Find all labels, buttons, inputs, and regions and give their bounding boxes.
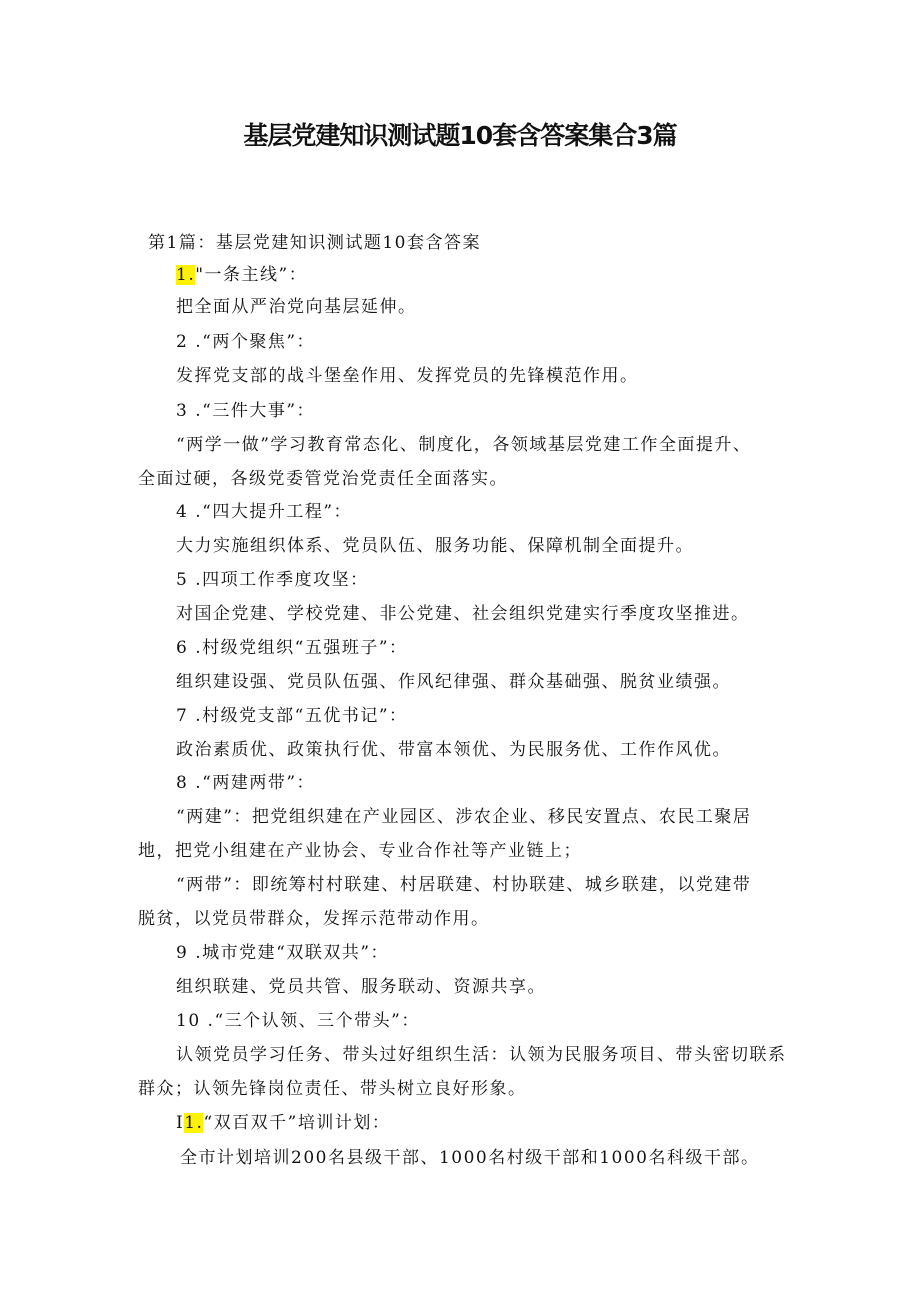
item-heading: 6 .村级党组织“五强班子”： (176, 638, 408, 658)
item-heading: 9 .城市党建“双联双共”： (176, 943, 390, 963)
item-answer: “两建”：把党组织建在产业园区、涉农企业、移民安置点、农民工聚居 (176, 807, 752, 827)
item-answer: 政治素质优、政策执行优、带富本领优、为民服务优、工作作风优。 (176, 740, 731, 760)
section-heading: 第1篇：基层党建知识测试题10套含答案 (148, 233, 481, 253)
item-answer: 脱贫，以党员带群众，发挥示范带动作用。 (138, 909, 490, 929)
document-title: 基层党建知识测试题10套含答案集合3篇 (243, 121, 677, 150)
item-heading: 7 .村级党支部“五优书记”： (176, 706, 408, 726)
item-heading: 5 .四项工作季度攻坚： (176, 570, 369, 590)
item-answer: 地，把党小组建在产业协会、专业合作社等产业链上； (138, 841, 582, 861)
item-answer: “两带”：即统筹村村联建、村居联建、村协联建、城乡联建，以党建带 (176, 875, 752, 895)
item-answer: 全市计划培训200名县级干部、1000名村级干部和1000名科级干部。 (180, 1148, 760, 1168)
item-heading (176, 1108, 390, 1138)
highlighted-number: 1. (176, 265, 196, 285)
item-heading: 2 .“两个聚焦”： (176, 332, 316, 352)
item-answer: 群众；认领先锋岗位责任、带头树立良好形象。 (138, 1079, 527, 1099)
item-answer: 组织建设强、党员队伍强、作风纪律强、群众基础强、脱贫业绩强。 (176, 672, 731, 692)
item-answer: “两学一做”学习教育常态化、制度化，各领域基层党建工作全面提升、 (176, 435, 752, 455)
line-prefix: I (176, 1113, 185, 1133)
item-answer: 全面过硬，各级党委管党治党责任全面落实。 (138, 469, 508, 489)
item-answer: 对国企党建、学校党建、非公党建、社会组织党建实行季度攻坚推进。 (176, 604, 750, 624)
item-answer: 认领党员学习任务、带头过好组织生活：认领为民服务项目、带头密切联系 (176, 1045, 787, 1065)
highlighted-number: 1. (184, 1113, 204, 1133)
line-text: “双百双千”培训计划： (203, 1113, 391, 1133)
item-heading: 3 .“三件大事”： (176, 401, 316, 421)
line-text: "一条主线”： (195, 265, 308, 285)
item-answer: 把全面从严治党向基层延伸。 (176, 297, 417, 317)
item-heading: 8 .“两建两带”： (176, 773, 316, 793)
item-answer: 发挥党支部的战斗堡垒作用、发挥党员的先锋模范作用。 (176, 366, 639, 386)
item-heading: 4 .“四大提升工程”： (176, 502, 353, 522)
item-heading: 10 .“三个认领、三个带头”： (176, 1011, 420, 1031)
item-answer: 组织联建、党员共管、服务联动、资源共享。 (176, 977, 546, 997)
item-answer: 大力实施组织体系、党员队伍、服务功能、保障机制全面提升。 (176, 536, 694, 556)
item-heading (176, 260, 307, 290)
